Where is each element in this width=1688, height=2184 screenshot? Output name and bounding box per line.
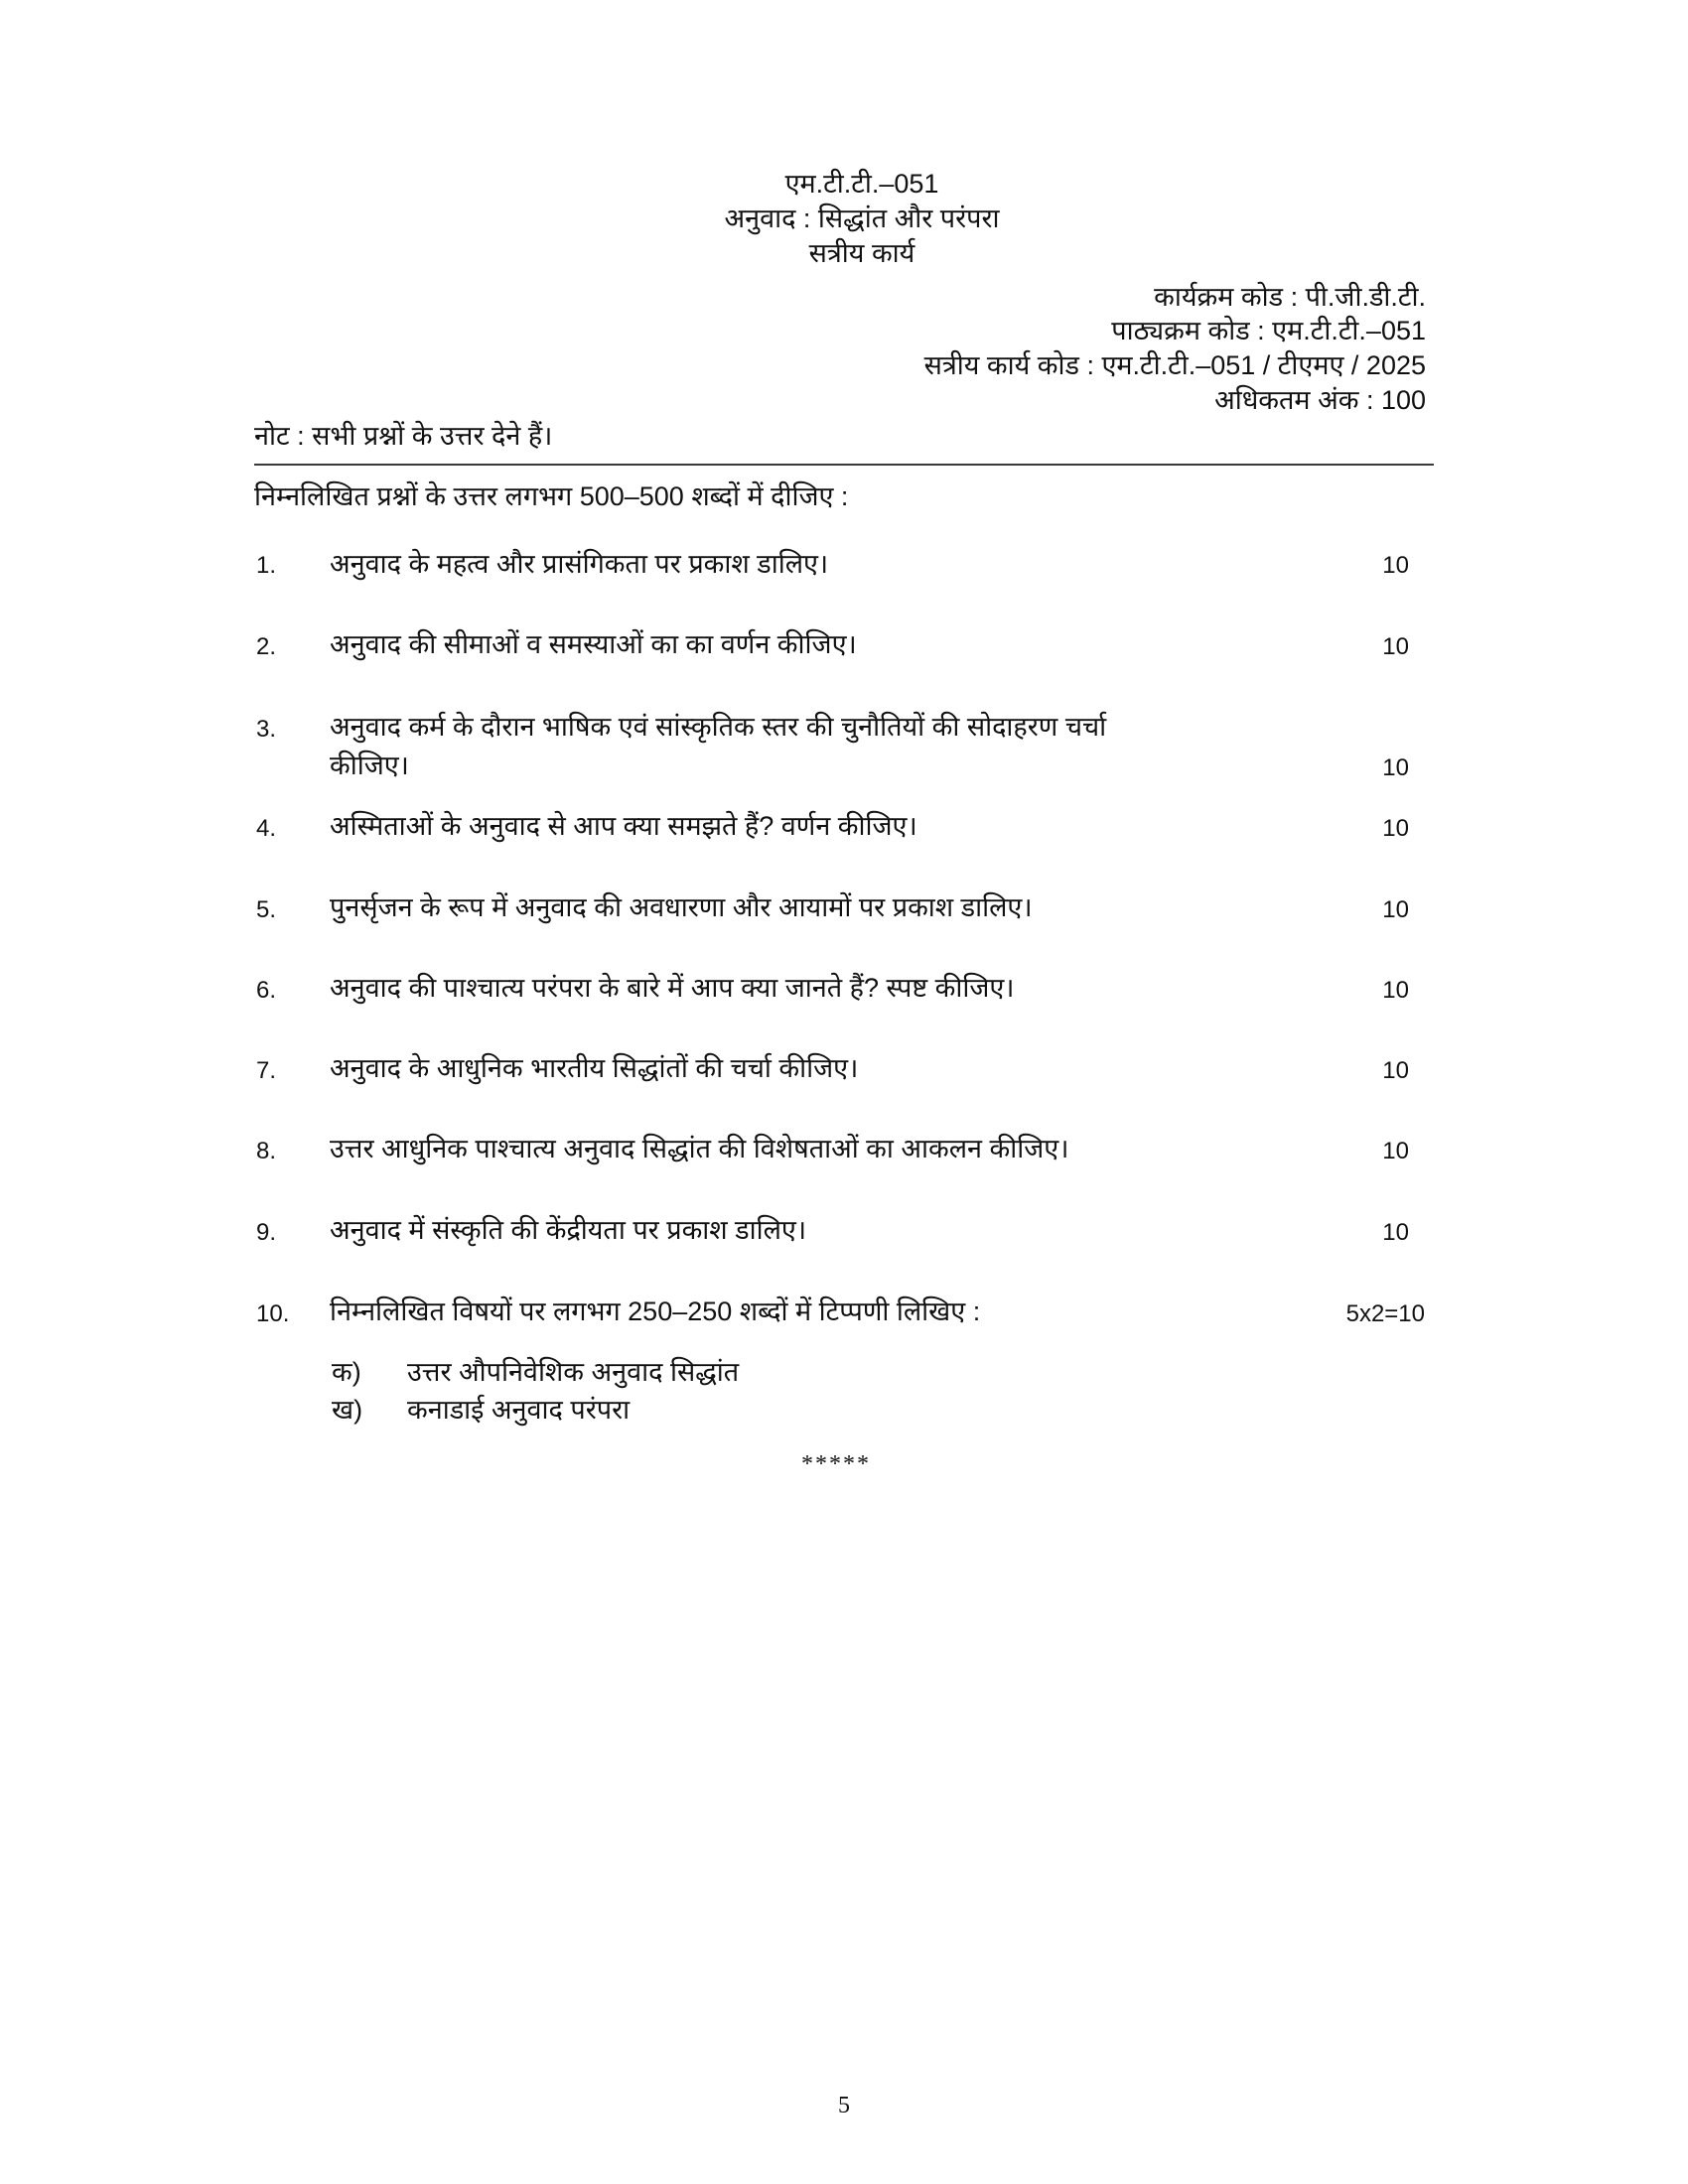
question-text-continued: कीजिए। — [330, 751, 409, 780]
question-number: 3. — [256, 716, 277, 743]
question-text: निम्नलिखित विषयों पर लगभग 250–250 शब्दों में टिप्पणी लिखिए : — [330, 1297, 981, 1326]
question-marks: 10 — [1382, 1138, 1409, 1164]
end-marker: ***** — [801, 1451, 871, 1477]
instruction: निम्नलिखित प्रश्नों के उत्तर लगभग 500–500 शब्दों में दीजिए : — [254, 481, 849, 511]
question-text: अनुवाद के महत्व और प्रासंगिकता पर प्रकाश डालिए। — [330, 549, 829, 579]
question-number: 10. — [256, 1300, 290, 1327]
question-number: 8. — [256, 1138, 277, 1164]
max-marks: अधिकतम अंक : 100 — [1214, 385, 1426, 415]
question-text: अस्मिताओं के अनुवाद से आप क्या समझते हैं? वर्णन कीजिए। — [330, 811, 917, 841]
subitem-text: उत्तर औपनिवेशिक अनुवाद सिद्धांत — [407, 1357, 740, 1387]
question-number: 1. — [256, 552, 277, 579]
course-code-title: एम.टी.टी.–051 — [784, 169, 939, 199]
question-text: अनुवाद के आधुनिक भारतीय सिद्धांतों की चर्चा कीजिए। — [330, 1053, 859, 1083]
course-title: अनुवाद : सिद्धांत और परंपरा — [724, 204, 1000, 233]
course-code: पाठ्यक्रम कोड : एम.टी.टी.–051 — [1111, 316, 1426, 345]
question-marks: 10 — [1382, 754, 1409, 781]
question-marks: 10 — [1382, 815, 1409, 842]
question-marks: 10 — [1382, 552, 1409, 579]
question-text: अनुवाद में संस्कृति की केंद्रीयता पर प्रकाश डालिए। — [330, 1215, 807, 1245]
question-marks: 5x2=10 — [1345, 1300, 1425, 1327]
note: नोट : सभी प्रश्नों के उत्तर देने हैं। — [254, 421, 553, 451]
question-number: 6. — [256, 977, 277, 1004]
question-marks: 10 — [1382, 977, 1409, 1004]
question-text: अनुवाद की पाश्चात्य परंपरा के बारे में आप क्या जानते हैं? स्पष्ट कीजिए। — [330, 973, 1015, 1003]
subitem-text: कनाडाई अनुवाद परंपरा — [407, 1395, 631, 1425]
question-marks: 10 — [1382, 896, 1409, 923]
horizontal-rule — [254, 464, 1434, 466]
question-marks: 10 — [1382, 1057, 1409, 1084]
question-text: उत्तर आधुनिक पाश्चात्य अनुवाद सिद्धांत की विशेषताओं का आकलन कीजिए। — [330, 1134, 1069, 1163]
question-text: अनुवाद कर्म के दौरान भाषिक एवं सांस्कृतिक स्तर की चुनौतियों की सोदाहरण चर्चा — [330, 712, 1107, 742]
page-number: 5 — [838, 2093, 850, 2118]
question-text: पुनर्सृजन के रूप में अनुवाद की अवधारणा और आयामों पर प्रकाश डालिए। — [330, 892, 1033, 922]
question-text: अनुवाद की सीमाओं व समस्याओं का का वर्णन कीजिए। — [330, 629, 857, 659]
question-marks: 10 — [1382, 1219, 1409, 1246]
document-type: सत्रीय कार्य — [808, 238, 915, 268]
question-number: 9. — [256, 1219, 277, 1246]
question-number: 7. — [256, 1057, 277, 1084]
assignment-code: सत्रीय कार्य कोड : एम.टी.टी.–051 / टीएमए / 2025 — [923, 350, 1426, 380]
question-number: 4. — [256, 815, 277, 842]
subitem-label: क) — [332, 1357, 361, 1387]
question-marks: 10 — [1382, 633, 1409, 660]
programme-code: कार्यक्रम कोड : पी.जी.डी.टी. — [1154, 282, 1426, 312]
question-number: 2. — [256, 633, 277, 660]
subitem-label: ख) — [332, 1395, 363, 1425]
question-number: 5. — [256, 896, 277, 923]
